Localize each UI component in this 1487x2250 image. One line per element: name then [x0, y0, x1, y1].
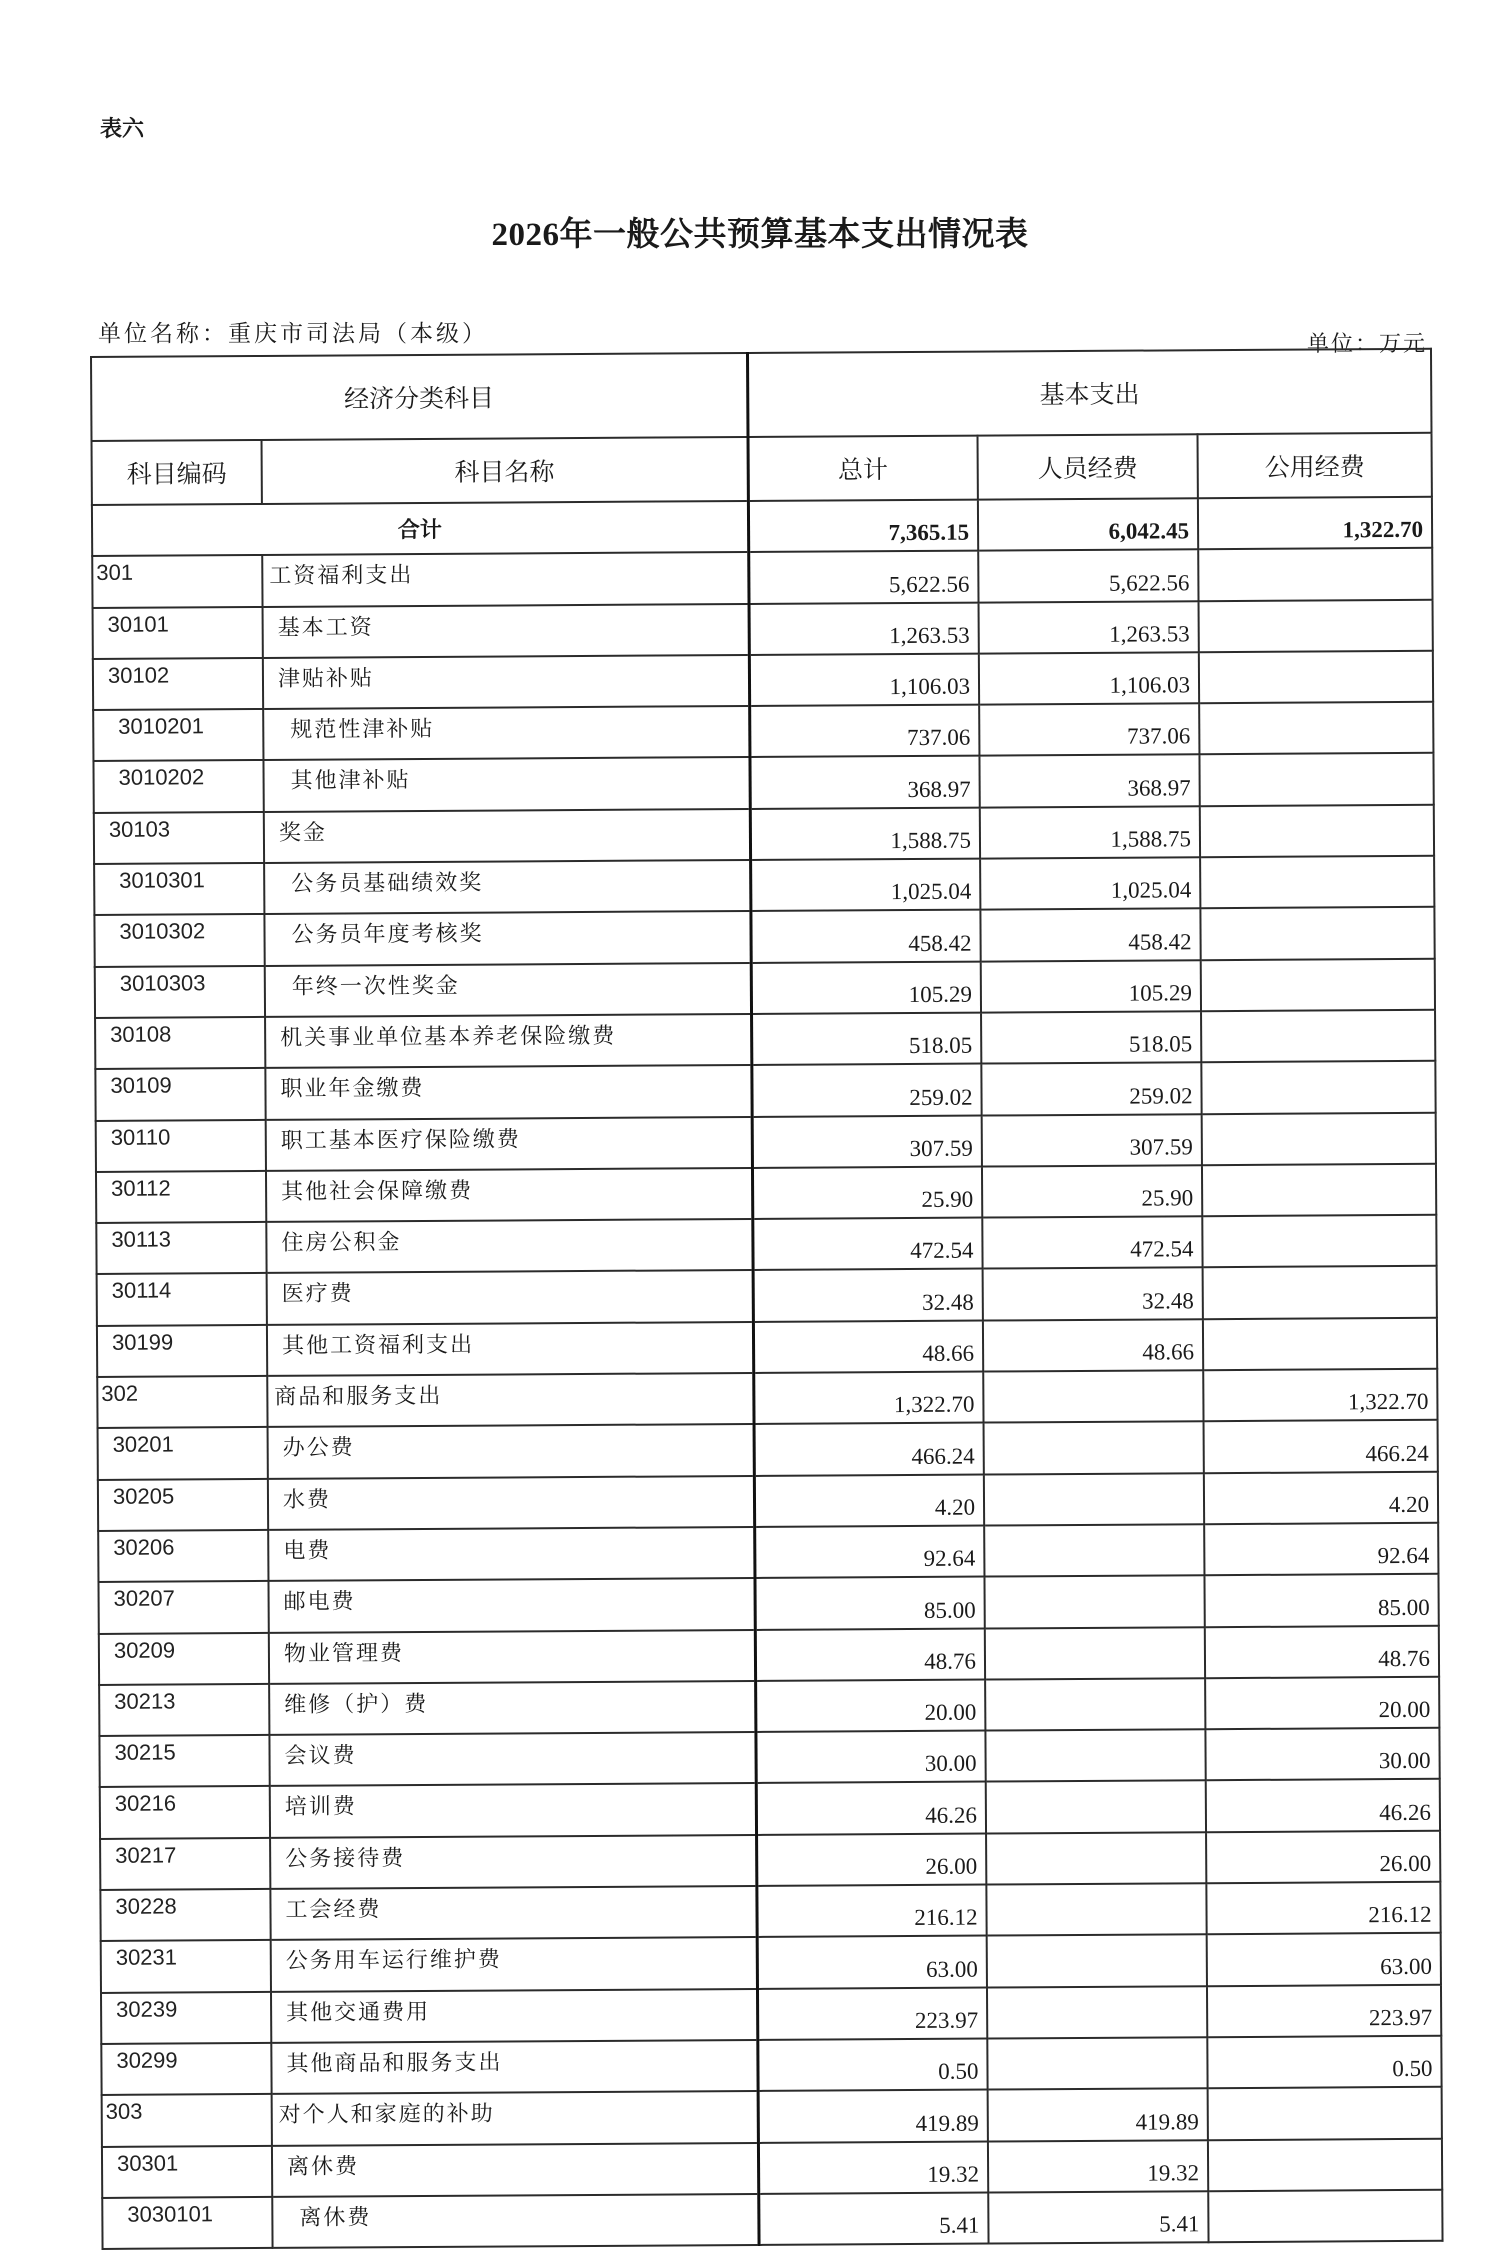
public-cell: [1199, 599, 1433, 652]
table-row: [97, 1369, 1437, 1428]
total-cell: 48.76: [755, 1628, 985, 1681]
document-title: 2026年一般公共预算基本支出情况表: [491, 217, 1029, 253]
table-row: [98, 1420, 1438, 1479]
table-row: [93, 599, 1433, 658]
total-amount: 7,365.15: [748, 500, 978, 553]
personnel-cell: [984, 1575, 1204, 1628]
subject-name-cell: 维修（护）费: [269, 1681, 755, 1735]
subject-code-cell: 30108: [95, 1017, 265, 1069]
table-row: [100, 1779, 1440, 1838]
total-row: [92, 497, 1432, 556]
personnel-cell: 458.42: [980, 909, 1200, 962]
total-cell: 26.00: [756, 1833, 986, 1886]
personnel-cell: [987, 1986, 1207, 2039]
subject-name-cell: 职工基本医疗保险缴费: [266, 1117, 752, 1171]
subject-name-cell: 办公费: [268, 1424, 754, 1478]
table-row: [99, 1728, 1439, 1787]
subject-code-cell: 30101: [93, 607, 263, 659]
public-cell: 223.97: [1207, 1984, 1441, 2037]
table-row: [102, 2190, 1442, 2249]
header-basic-expenditure: 基本支出: [747, 349, 1432, 437]
public-cell: [1208, 2190, 1442, 2243]
subject-name-cell: 其他商品和服务支出: [271, 2040, 757, 2094]
subject-code-cell: 3010302: [94, 914, 264, 966]
total-cell: 5,622.56: [748, 551, 978, 604]
total-cell: 46.26: [756, 1782, 986, 1835]
subject-code-cell: 30217: [100, 1838, 270, 1890]
subject-code-cell: 30201: [98, 1427, 268, 1479]
total-cell: 63.00: [757, 1936, 987, 1989]
public-cell: [1208, 2138, 1442, 2191]
public-cell: 30.00: [1205, 1728, 1439, 1781]
total-cell: 1,263.53: [749, 602, 979, 655]
public-cell: [1200, 805, 1434, 858]
table-row: [93, 651, 1433, 710]
subject-code-cell: 30207: [98, 1581, 268, 1633]
subject-code-cell: 30206: [98, 1530, 268, 1582]
total-cell: 419.89: [758, 2090, 988, 2143]
total-cell: 307.59: [752, 1115, 982, 1168]
table-row: [102, 2087, 1442, 2146]
subject-name-cell: 电费: [268, 1527, 754, 1581]
total-cell: 466.24: [754, 1423, 984, 1476]
subject-code-cell: 30216: [100, 1786, 270, 1838]
public-cell: 85.00: [1204, 1574, 1438, 1627]
personnel-cell: [984, 1524, 1204, 1577]
subject-code-cell: 3010301: [94, 863, 264, 915]
public-cell: [1199, 753, 1433, 806]
subject-name-cell: 公务接待费: [270, 1835, 756, 1889]
public-cell: 466.24: [1204, 1420, 1438, 1473]
total-cell: 48.66: [753, 1320, 983, 1373]
personnel-cell: 737.06: [979, 703, 1199, 756]
subject-code-cell: 30205: [98, 1479, 268, 1531]
public-cell: [1198, 548, 1432, 601]
table-row: [101, 1933, 1441, 1992]
personnel-cell: [986, 1832, 1206, 1885]
subject-code-cell: 3010303: [95, 966, 265, 1018]
personnel-cell: [986, 1781, 1206, 1834]
subject-code-cell: 30228: [100, 1889, 270, 1941]
personnel-cell: 19.32: [988, 2140, 1208, 2193]
personnel-cell: [986, 1883, 1206, 1936]
table-row: [95, 1061, 1435, 1120]
subject-name-cell: 物业管理费: [269, 1629, 755, 1683]
public-cell: [1200, 907, 1434, 960]
table-row: [94, 856, 1434, 915]
subject-name-cell: 基本工资: [263, 604, 749, 658]
total-cell: 518.05: [751, 1013, 981, 1066]
total-cell: 1,322.70: [753, 1372, 983, 1425]
personnel-cell: [985, 1678, 1205, 1731]
personnel-cell: [987, 2037, 1207, 2090]
public-cell: 48.76: [1205, 1625, 1439, 1678]
subject-name-cell: 邮电费: [268, 1578, 754, 1632]
subject-code-cell: 30103: [94, 812, 264, 864]
table-row: [93, 702, 1433, 761]
total-cell: 216.12: [756, 1885, 986, 1938]
subject-name-cell: 会议费: [269, 1732, 755, 1786]
table-row: [94, 907, 1434, 966]
table-row: [102, 2138, 1442, 2197]
personnel-cell: 48.66: [983, 1319, 1203, 1372]
subject-name-cell: 公务员基础绩效奖: [264, 860, 750, 914]
public-cell: [1201, 1010, 1435, 1063]
personnel-cell: [983, 1370, 1203, 1423]
subject-name-cell: 公务员年度考核奖: [264, 911, 750, 965]
public-cell: 46.26: [1206, 1779, 1440, 1832]
personnel-cell: 5,622.56: [978, 550, 1198, 603]
table-row: [99, 1625, 1439, 1684]
table-row: [95, 958, 1435, 1017]
subject-name-cell: 离休费: [272, 2194, 758, 2248]
header-personnel-expenses: 人员经费: [978, 434, 1198, 499]
budget-table: [90, 348, 1444, 2250]
total-cell: 259.02: [751, 1064, 981, 1117]
personnel-cell: 307.59: [982, 1114, 1202, 1167]
public-cell: [1208, 2087, 1442, 2140]
budget-table-container: [90, 348, 1442, 2250]
personnel-cell: 1,106.03: [979, 652, 1199, 705]
subject-name-cell: 水费: [268, 1476, 754, 1530]
subject-name-cell: 公务用车运行维护费: [271, 1937, 757, 1991]
total-cell: 5.41: [758, 2192, 988, 2245]
total-cell: 223.97: [757, 1987, 987, 2040]
total-cell: 92.64: [754, 1525, 984, 1578]
subject-name-cell: 津贴补贴: [263, 655, 749, 709]
subject-code-cell: 3030101: [102, 2197, 272, 2249]
total-cell: 472.54: [752, 1218, 982, 1271]
total-personnel: 6,042.45: [978, 498, 1198, 551]
subject-code-cell: 30112: [96, 1171, 266, 1223]
subject-code-cell: 30209: [99, 1632, 269, 1684]
subject-code-cell: 3010201: [93, 709, 263, 761]
total-cell: 368.97: [749, 756, 979, 809]
table-row: [93, 753, 1433, 812]
subject-code-cell: 30114: [97, 1273, 267, 1325]
subject-name-cell: 工资福利支出: [262, 552, 748, 606]
subject-name-cell: 奖金: [264, 809, 750, 863]
table-row: [98, 1523, 1438, 1582]
subject-code-cell: 30110: [96, 1120, 266, 1172]
subject-name-cell: 培训费: [270, 1783, 756, 1837]
table-row: [101, 1984, 1441, 2043]
public-cell: 1,322.70: [1203, 1369, 1437, 1422]
table-row: [96, 1215, 1436, 1274]
table-row: [97, 1318, 1437, 1377]
subject-name-cell: 机关事业单位基本养老保险缴费: [265, 1014, 751, 1068]
personnel-cell: 419.89: [988, 2088, 1208, 2141]
table-body: [92, 497, 1443, 2249]
personnel-cell: 1,263.53: [979, 601, 1199, 654]
table-row: [96, 1112, 1436, 1171]
header-subject-code: 科目编码: [92, 440, 262, 505]
table-row: [96, 1164, 1436, 1223]
subject-code-cell: 30299: [101, 2043, 271, 2095]
subject-code-cell: 30113: [96, 1222, 266, 1274]
personnel-cell: 518.05: [981, 1011, 1201, 1064]
total-cell: 0.50: [757, 2038, 987, 2091]
subject-code-cell: 30301: [102, 2145, 272, 2197]
public-cell: 216.12: [1206, 1882, 1440, 1935]
personnel-cell: [985, 1729, 1205, 1782]
public-cell: [1199, 702, 1433, 755]
personnel-cell: 1,588.75: [980, 806, 1200, 859]
public-cell: [1202, 1112, 1436, 1165]
table-row: [99, 1677, 1439, 1736]
subject-code-cell: 302: [97, 1376, 267, 1428]
subject-name-cell: 职业年金缴费: [265, 1065, 751, 1119]
personnel-cell: 368.97: [979, 755, 1199, 808]
personnel-cell: [987, 1935, 1207, 1988]
personnel-cell: 25.90: [982, 1165, 1202, 1218]
total-cell: 19.32: [758, 2141, 988, 2194]
subject-code-cell: 30199: [97, 1325, 267, 1377]
subject-name-cell: 其他津补贴: [263, 757, 749, 811]
public-cell: [1200, 856, 1434, 909]
subject-name-cell: 工会经费: [270, 1886, 756, 1940]
unit-name: 单位名称：重庆市司法局（本级）: [98, 321, 488, 347]
public-cell: [1199, 651, 1433, 704]
subject-code-cell: 30102: [93, 658, 263, 710]
personnel-cell: 5.41: [988, 2191, 1208, 2244]
subject-name-cell: 年终一次性奖金: [265, 963, 751, 1017]
subject-name-cell: 商品和服务支出: [267, 1373, 753, 1427]
header-public-expenses: 公用经费: [1198, 433, 1432, 498]
public-cell: 63.00: [1207, 1933, 1441, 1986]
total-cell: 1,106.03: [749, 653, 979, 706]
total-cell: 1,025.04: [750, 859, 980, 912]
personnel-cell: 1,025.04: [980, 857, 1200, 910]
table-row: [92, 548, 1432, 607]
public-cell: [1202, 1164, 1436, 1217]
subject-code-cell: 30213: [99, 1684, 269, 1736]
subject-code-cell: 301: [92, 555, 262, 607]
public-cell: [1203, 1266, 1437, 1319]
subject-name-cell: 其他工资福利支出: [267, 1322, 753, 1376]
subject-name-cell: 住房公积金: [266, 1219, 752, 1273]
total-cell: 458.42: [750, 910, 980, 963]
subject-code-cell: 30215: [99, 1735, 269, 1787]
public-cell: [1201, 958, 1435, 1011]
total-cell: 32.48: [753, 1269, 983, 1322]
subject-name-cell: 离休费: [272, 2142, 758, 2196]
header-total: 总计: [748, 436, 978, 501]
total-cell: 85.00: [754, 1577, 984, 1630]
subject-name-cell: 规范性津补贴: [263, 706, 749, 760]
header-subject-name: 科目名称: [262, 437, 748, 504]
total-cell: 25.90: [752, 1166, 982, 1219]
personnel-cell: [984, 1473, 1204, 1526]
subject-code-cell: 30109: [95, 1068, 265, 1120]
subject-name-cell: 其他交通费用: [271, 1989, 757, 2043]
total-cell: 30.00: [755, 1731, 985, 1784]
public-cell: 0.50: [1207, 2036, 1441, 2089]
total-cell: 4.20: [754, 1474, 984, 1527]
total-label: 合计: [92, 501, 748, 556]
personnel-cell: 259.02: [981, 1062, 1201, 1115]
subject-code-cell: 3010202: [93, 760, 263, 812]
table-row: [101, 2036, 1441, 2095]
table-row: [100, 1830, 1440, 1889]
subject-code-cell: 30239: [101, 1992, 271, 2044]
header-economic-classification: 经济分类科目: [91, 353, 748, 441]
personnel-cell: [984, 1422, 1204, 1475]
table-row: [98, 1471, 1438, 1530]
public-cell: 26.00: [1206, 1830, 1440, 1883]
public-cell: 92.64: [1204, 1523, 1438, 1576]
total-public: 1,322.70: [1198, 497, 1432, 550]
unit-label: 单位：万元: [1306, 332, 1427, 357]
personnel-cell: 105.29: [981, 960, 1201, 1013]
total-cell: 1,588.75: [750, 807, 980, 860]
table-row: [100, 1882, 1440, 1941]
subject-name-cell: 其他社会保障缴费: [266, 1168, 752, 1222]
subject-code-cell: 30231: [101, 1940, 271, 1992]
public-cell: 4.20: [1204, 1471, 1438, 1524]
subject-name-cell: 医疗费: [267, 1270, 753, 1324]
public-cell: [1202, 1215, 1436, 1268]
subject-name-cell: 对个人和家庭的补助: [272, 2091, 758, 2145]
table-row: [95, 1010, 1435, 1069]
total-cell: 20.00: [755, 1679, 985, 1732]
public-cell: [1201, 1061, 1435, 1114]
personnel-cell: 472.54: [982, 1216, 1202, 1269]
personnel-cell: 32.48: [983, 1268, 1203, 1321]
personnel-cell: [985, 1627, 1205, 1680]
table-row: [97, 1266, 1437, 1325]
public-cell: 20.00: [1205, 1677, 1439, 1730]
total-cell: 737.06: [749, 705, 979, 758]
total-cell: 105.29: [751, 961, 981, 1014]
subject-code-cell: 303: [102, 2094, 272, 2146]
public-cell: [1203, 1318, 1437, 1371]
table-row: [94, 805, 1434, 864]
table-row: [98, 1574, 1438, 1633]
page-label: 表六: [100, 117, 145, 142]
